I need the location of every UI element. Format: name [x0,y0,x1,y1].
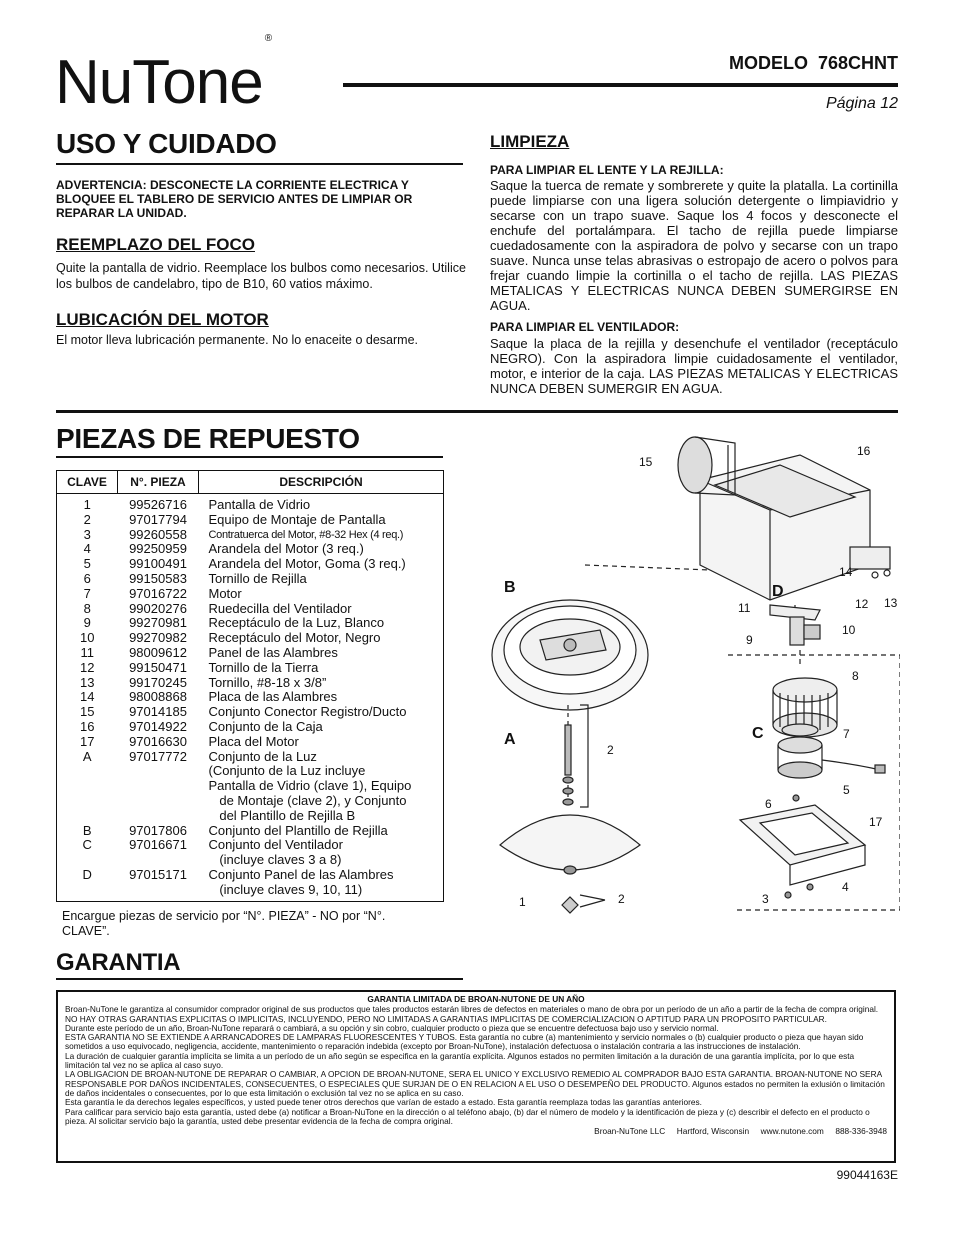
callout-15: 15 [639,455,653,469]
cell-pieza: 99526716 [129,497,187,512]
cell-descripcion: (incluye claves 3 a 8) [208,852,342,868]
cell-clave [57,853,118,868]
registered-mark: ® [264,33,272,45]
warranty-p5: LA OBLIGACION DE BROAN-NUTONE DE REPARAR O CAMBIAR, A OPCION DE BROAN-NUTONE, SERA EL UNICO Y EXCLUSIVO REMEDIO AL COMPRADOR BAJO ESTA GARANTIA. BROAN-NUTONE NO SERA RESPONSABLE POR DAÑOS INCIDENTALES, CONSECUENTES, O ESPECIALES QUE SURJAN DE O EN RELACION A EL USO O DESEMPEÑO DEL PRODUCTO. Algunos estados no permiten la exlusión o limitación de daños incidentales o consecuentes, por lo que esta limitación o exclusión tal vez no se aplica en su caso. [65,1069,885,1098]
table-row [57,868,443,883]
callout-2-lower: 2 [618,892,625,906]
callout-D: D [772,583,784,600]
cell-pieza: 99150471 [129,659,187,675]
cell-descripcion: Ruedecilla del Ventilador [208,600,352,616]
cell-descripcion: Panel de las Alambres [208,644,338,660]
table-row [57,838,443,853]
table-row [57,513,443,528]
cell-pieza: 97015171 [129,866,187,882]
cell-descripcion: (incluye claves 9, 10, 11) [208,881,363,897]
table-row [57,809,443,824]
callout-1: 1 [519,895,526,909]
order-note: Encargue piezas de servicio por “N°. PIEZA” - NO por “N°. CLAVE”. [62,909,386,938]
warranty-p3: ESTA GARANTIA NO SE EXTIENDE A ARRANCADORES DE LAMPARAS FLUORESCENTES Y TUBOS. Esta garantía no cubre (a) mantenimiento y servicio normales o (b) cualquier producto o pieza que hayan sido sometidos a uso equivocado, negligencia, accidente, mantenimiento o reparación indebida (excepto por Broan-NuTone), instalación defectuosa o instalación contraria a las instrucciones de instalación. [65,1032,864,1052]
cell-descripcion: Equipo de Montaje de Pantalla [208,511,386,527]
warranty-p4: La duración de cualquier garantía implícita se limita a un período de un año según se especifica en la garantía explícita. Algunos estados no permiten limitación a la duración de una garantía implícita, por lo que esta limitación tal vez no se aplica al caso suyo. [65,1050,855,1071]
vent-text: Saque la placa de la rejilla y desenchufe el ventilador (receptáculo NEGRO). Con la aspiradora limpie cuidadosamente el ventilador, motor, e interior de la caja. LAS PIEZAS METALICAS Y ELECTRICAS NUNCA DEBEN SUMERGIR EN AGUA. [490,336,898,396]
header-rule [343,83,898,87]
cell-descripcion: Placa de las Alambres [208,689,338,705]
exploded-parts-diagram [470,425,900,915]
lente-text: Saque la tuerca de remate y sombrerete y quite la platalla. La cortinilla puede limpiarse con una ligera solución detergente o limpiavidrio y secarse con un trapo suave. Saque los 4 focos y desconecte el enchufe del portalámpara. El tacho de rejilla puede limpiarse cuedadosamente con la aspiradora de polvo y secarse con un trapo suave. Nunca unse telas abrasivas o estropajo de acero o polvos para frejar cuando limpie la cortinilla o el tacho de rejilla. LAS PIEZAS METALICAS Y ELECTRICAS NUNCA DEBEN SUMERGIRSE EN AGUA. [490,178,898,313]
table-row [57,764,443,779]
cell-descripcion: Arandela del Motor, Goma (3 req.) [208,556,406,572]
cell-clave: 6 [83,570,91,586]
cell-descripcion: Contratuerca del Motor, #8-32 Hex (4 req.) [208,528,404,541]
cell-descripcion: Receptáculo de la Luz, Blanco [208,615,385,631]
cell-clave: 8 [83,600,91,616]
table-row [57,661,443,676]
cell-pieza [118,853,199,868]
uso-title-rule [56,163,463,165]
cell-clave: 17 [80,733,95,749]
col-header-pieza: N°. PIEZA [118,471,199,494]
table-row [57,602,443,617]
cell-clave: 5 [83,556,91,572]
cell-descripcion: Pantalla de Vidrio [208,497,311,512]
cell-pieza: 97016671 [129,837,187,853]
cell-descripcion: Conjunto Conector Registro/Ducto [208,704,407,720]
callout-10: 10 [842,623,856,637]
lente-title: PARA LIMPIAR EL LENTE Y LA REJILLA: [490,163,724,177]
cell-descripcion: (Conjunto de la Luz incluye [208,763,366,779]
cell-pieza: 99250959 [129,541,187,557]
table-row [57,735,443,750]
foco-text: Quite la pantalla de vidrio. Reemplace los bulbos como necesarios. Utilice los bulbos de candelabro, tipo de B10, 60 vatios máximo. [56,261,466,291]
table-row [57,587,443,602]
cell-descripcion: Tornillo de la Tierra [208,659,319,675]
table-row [57,690,443,705]
cell-descripcion: del Plantillo de Rejilla B [208,807,356,823]
motor-title: LUBICACIÓN DEL MOTOR [56,310,269,329]
cell-descripcion: Conjunto Panel de las Alambres [208,866,394,882]
warranty-p7: Para calificar para servicio bajo esta garantía, usted debe (a) notificar a Broan-NuTone en la dirección o al teléfono abajo, (b) dar el número de modelo y la identificación de pieza y (c) describir el defecto en el producto o pieza. Al solicitar servicio bajo la garantía, usted debe presentar evidencia de la fecha de compra original. [65,1106,870,1126]
cell-pieza: 99100491 [129,556,187,572]
cell-clave: A [82,748,92,764]
cell-pieza [118,779,199,794]
cell-clave: 16 [80,718,95,734]
cell-descripcion: Pantalla de Vidrio (clave 1), Equipo [208,778,412,794]
cell-pieza: 99020276 [129,600,187,616]
cell-pieza [118,809,199,824]
cell-pieza: 97014185 [129,704,187,720]
cell-clave: 4 [83,541,91,557]
cell-descripcion: Receptáculo del Motor, Negro [208,630,381,646]
cell-pieza [118,794,199,809]
warranty-body [58,1005,894,1136]
cell-clave: 3 [83,526,91,542]
callout-7: 7 [843,727,850,741]
callout-11: 11 [738,601,751,615]
callout-A: A [504,731,516,748]
cell-descripcion: Arandela del Motor (3 req.) [208,541,364,557]
garantia-title-rule [56,978,463,980]
callout-13: 13 [884,596,898,610]
cell-pieza: 97014922 [129,718,187,734]
cell-descripcion: Tornillo de Rejilla [208,570,307,586]
callout-17: 17 [869,815,883,829]
cell-pieza: 98009612 [129,644,187,660]
piezas-title-rule [56,456,443,458]
mounting-hardware [563,705,588,807]
cell-pieza: 99150583 [129,570,187,586]
callout-12: 12 [855,597,869,611]
table-row [57,557,443,572]
cell-descripcion: Conjunto del Ventilador [208,837,343,853]
cell-clave: 7 [83,585,91,601]
table-row [57,779,443,794]
table-row [57,676,443,691]
col-header-descripcion: DESCRIPCIÓN [199,471,444,494]
cell-descripcion: Motor [208,585,242,601]
parts-table-body [57,494,443,898]
cell-descripcion: de Montaje (clave 2), y Conjunto [208,792,407,808]
warning-text: ADVERTENCIA: DESCONECTE LA CORRIENTE ELECTRICA Y BLOQUEE EL TABLERO DE SERVICIO ANTES DE LIMPIAR OR REPARAR LA UNIDAD. [56,178,413,220]
callout-8: 8 [852,669,859,683]
page-number: Página 12 [825,95,898,112]
callout-2-upper: 2 [607,743,614,757]
cell-clave: D [82,866,92,882]
cell-clave: C [82,837,92,853]
cell-clave: 14 [80,689,95,705]
table-row [57,542,443,557]
cell-clave: 13 [80,674,95,690]
parts-table [57,471,443,898]
cell-pieza: 97017794 [129,511,187,527]
callout-9: 9 [746,633,753,647]
table-row [57,794,443,809]
warranty-p1: Broan-NuTone le garantiza al consumidor comprador original de sus productos que tales productos estarán libres de defectos en materiales o mano de obra por un período de un año a partir de la fecha de compra original. NO HAY OTRAS GARANTIAS EXPLICITAS O IMPLICITAS, INCLUYENDO, PERO NO LIMITADAS A GARANTIAS IMPLICITAS DE COMERCIALIZACION O APTITUD PARA UN PROPOSITO PARTICULAR. [65,1004,879,1024]
section-divider [56,410,898,413]
cell-descripcion: Conjunto del Plantillo de Rejilla [208,822,388,838]
parts-table-header [57,471,443,494]
table-row [57,824,443,839]
table-row [57,528,443,543]
table-row [57,616,443,631]
cell-clave: 10 [80,630,95,646]
warranty-p6: Esta garantía le da derechos legales específicos, y usted puede tener otros derechos que varían de estado a estado. Esta garantía reemplaza todas las garantías anteriores. [65,1097,702,1108]
cell-descripcion: Conjunto de la Luz [208,748,317,764]
table-row [57,720,443,735]
cell-pieza: 97017806 [129,822,187,838]
callout-B: B [504,579,516,596]
cell-pieza: 97016722 [129,585,187,601]
limpieza-title: LIMPIEZA [490,132,570,151]
cell-pieza: 99270981 [129,615,187,631]
callout-C: C [752,725,764,742]
cell-pieza [118,883,199,898]
cell-descripcion: Conjunto de la Caja [208,718,323,734]
cell-clave: 15 [80,704,95,720]
motor-text: El motor lleva lubricación permanente. No lo enaceite o desarme. [56,333,418,347]
cell-pieza: 99260558 [129,526,187,542]
cell-clave [57,883,118,898]
cell-pieza [118,764,199,779]
cell-clave [57,809,118,824]
motor-plate [740,805,865,885]
vent-title: PARA LIMPIAR EL VENTILADOR: [490,320,680,334]
cell-clave: 12 [80,659,95,675]
brand-logo [55,33,272,117]
warranty-p2: Durante este período de un año, Broan-NuTone reparará o cambiará, a su opción y sin cobro, cualquier producto o pieza que se encuentre defectuosa bajo uso y servicio normal. [65,1022,719,1033]
callout-14: 14 [839,565,853,579]
callout-4: 4 [842,880,849,894]
cell-pieza: 99270982 [129,630,187,646]
cell-descripcion: Placa del Motor [208,733,299,749]
warranty-box-title: GARANTIA LIMITADA DE BROAN-NUTONE DE UN AÑO [367,994,585,1004]
callout-5: 5 [843,783,850,797]
cell-pieza: 99170245 [129,674,187,690]
cell-clave [57,764,118,779]
table-row [57,494,443,513]
document-number: 99044163E [836,1168,898,1182]
model-number: MODELO 768CHNT [728,53,898,73]
cell-clave: 1 [83,497,91,512]
cell-clave: 11 [80,644,94,660]
callout-16: 16 [857,444,871,458]
callout-3: 3 [762,892,769,906]
cell-clave: 2 [83,511,91,527]
grille-plate [492,600,648,710]
piezas-title: PIEZAS DE REPUESTO [56,423,360,454]
warranty-box [56,990,896,1163]
cell-clave [57,794,118,809]
table-row [57,853,443,868]
cell-clave: 9 [83,615,91,631]
parts-table-frame [56,470,444,902]
cell-pieza: 97017772 [129,748,187,764]
cell-pieza: 98008868 [129,689,187,705]
callout-6: 6 [765,797,772,811]
foco-title: REEMPLAZO DEL FOCO [56,235,255,254]
uso-title: USO Y CUIDADO [56,128,277,159]
table-row [57,883,443,898]
table-row [57,705,443,720]
cell-clave: B [82,822,92,838]
cell-descripcion: Tornillo, #8-18 x 3/8” [208,674,327,690]
table-row [57,750,443,765]
warranty-footer: Broan-NuTone LLC Hartford, Wisconsin www.nutone.com 888-336-3948 [594,1126,887,1137]
table-row [57,572,443,587]
cell-pieza: 97016630 [129,733,187,749]
col-header-clave: CLAVE [57,471,118,494]
garantia-title: GARANTIA [56,949,181,976]
table-row [57,646,443,661]
cell-clave [57,779,118,794]
table-row [57,631,443,646]
brand-name: NuTone [55,48,263,117]
